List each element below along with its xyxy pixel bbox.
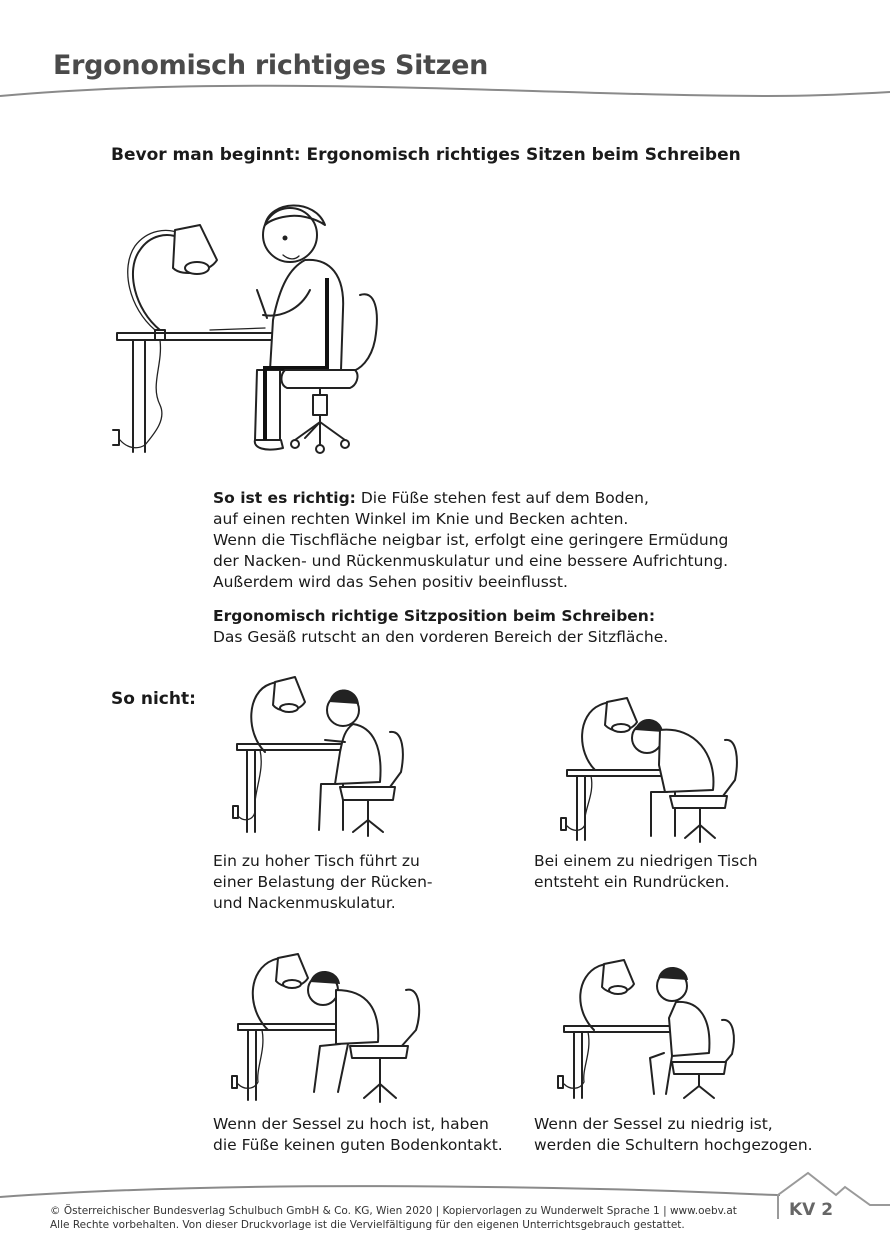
- illustration-chair-too-low: [554, 958, 754, 1108]
- correct-line-1: Die Füße stehen fest auf dem Boden,: [360, 489, 649, 507]
- caption-desk-too-low: [534, 851, 834, 893]
- position-text: Das Gesäß rutscht an den vorderen Bereich der Sitzfläche.: [213, 628, 669, 646]
- header-wave-line: [0, 0, 890, 110]
- caption-line: werden die Schultern hochgezogen.: [534, 1136, 813, 1154]
- correct-line-4: der Nacken- und Rückenmuskulatur und eine bessere Aufrichtung.: [213, 552, 729, 570]
- caption-line: Bei einem zu niedrigen Tisch: [534, 852, 758, 870]
- illustration-correct-posture: [105, 190, 395, 470]
- section-title: Bevor man beginnt: Ergonomisch richtiges Sitzen beim Schreiben: [111, 145, 741, 165]
- position-title: Ergonomisch richtige Sitzposition beim Schreiben:: [213, 607, 656, 625]
- footer-copyright: [50, 1204, 737, 1232]
- caption-line: entsteht ein Rundrücken.: [534, 873, 730, 891]
- caption-line: einer Belastung der Rücken-: [213, 873, 433, 891]
- correct-line-2: auf einen rechten Winkel im Knie und Becken achten.: [213, 510, 629, 528]
- correct-lead: So ist es richtig:: [213, 489, 356, 507]
- caption-line: die Füße keinen guten Bodenkontakt.: [213, 1136, 503, 1154]
- caption-chair-too-high: [213, 1114, 523, 1156]
- caption-line: Wenn der Sessel zu hoch ist, haben: [213, 1115, 489, 1133]
- caption-line: Wenn der Sessel zu niedrig ist,: [534, 1115, 773, 1133]
- correct-line-5: Außerdem wird das Sehen positiv beeinflusst.: [213, 573, 568, 591]
- caption-line: Ein zu hoher Tisch führt zu: [213, 852, 420, 870]
- caption-line: und Nackenmuskulatur.: [213, 894, 396, 912]
- wrong-label: So nicht:: [111, 689, 196, 709]
- illustration-chair-too-high: [228, 950, 428, 1110]
- page-title: Ergonomisch richtiges Sitzen: [53, 50, 489, 81]
- correct-description: [213, 488, 813, 648]
- caption-desk-too-high: [213, 851, 513, 914]
- caption-chair-too-low: [534, 1114, 834, 1156]
- illustration-desk-too-high: [225, 672, 415, 842]
- footer-line-2: Alle Rechte vorbehalten. Von dieser Druckvorlage ist die Vervielfältigung für den eigenen Unterrichtsgebrauch gestattet.: [50, 1219, 685, 1231]
- correct-line-3: Wenn die Tischfläche neigbar ist, erfolgt eine geringere Ermüdung: [213, 531, 729, 549]
- kv-badge: KV 2: [789, 1200, 834, 1220]
- footer-line-1: © Österreichischer Bundesverlag Schulbuch GmbH & Co. KG, Wien 2020 | Kopiervorlagen zu Wunderwelt Sprache 1 | www.oebv.at: [50, 1205, 737, 1217]
- illustration-desk-too-low: [555, 690, 755, 850]
